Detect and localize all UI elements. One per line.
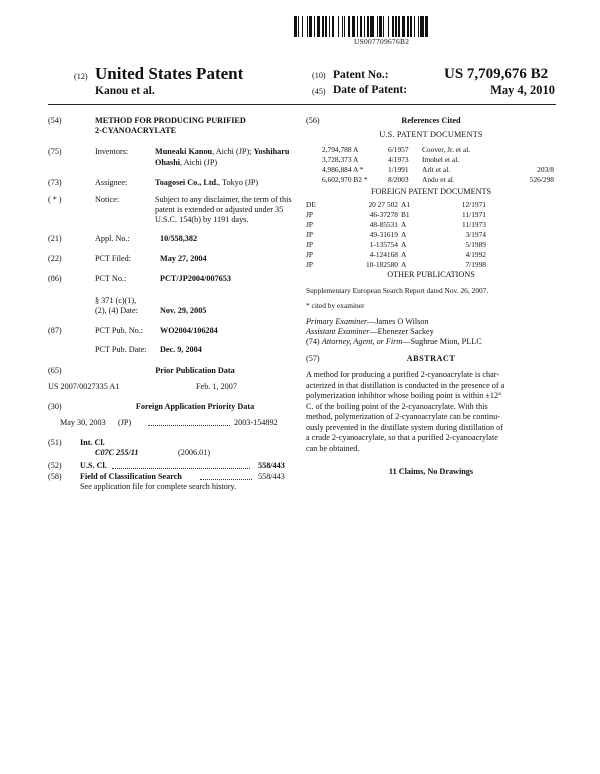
foreign-doc-row bbox=[306, 220, 486, 230]
barcode-bar bbox=[329, 16, 330, 37]
foreign-doc-date: 11/1971 bbox=[462, 210, 486, 219]
pct-no-label: PCT No.: bbox=[95, 274, 127, 283]
us-doc-class: 526/298 bbox=[529, 175, 554, 184]
pct-no-code: (86) bbox=[48, 274, 62, 283]
us-doc-name: Coover, Jr. et al. bbox=[422, 145, 471, 154]
document-type-title: United States Patent bbox=[95, 64, 244, 83]
barcode-bar bbox=[302, 16, 303, 37]
notice-line1: Subject to any disclaimer, the term of this bbox=[155, 195, 292, 204]
pub-no-code: (87) bbox=[48, 326, 62, 335]
us-doc-row bbox=[322, 165, 554, 175]
date-of-patent: May 4, 2010 bbox=[490, 83, 555, 97]
foreign-doc-kind: A bbox=[401, 250, 407, 259]
barcode-bar bbox=[402, 16, 406, 37]
foreign-doc-kind: A bbox=[401, 220, 407, 229]
prior-publication-date: Feb. 1, 2007 bbox=[196, 382, 237, 391]
foreign-doc-row bbox=[306, 250, 486, 260]
abstract-line: polymerization inhibitor whose boiling point is within ±12° bbox=[306, 391, 502, 400]
prior-code: (65) bbox=[48, 366, 62, 375]
barcode-bar bbox=[332, 16, 335, 37]
foreign-priority-number: 2003-154892 bbox=[234, 418, 278, 427]
assignee-value bbox=[155, 178, 258, 189]
us-doc-class: 203/8 bbox=[537, 165, 554, 174]
barcode-bar bbox=[317, 16, 321, 37]
patent-no-code: (10) bbox=[312, 71, 326, 80]
us-patent-documents-table bbox=[322, 145, 554, 185]
pct-filed-code: (22) bbox=[48, 254, 62, 263]
barcode-bar bbox=[325, 16, 326, 37]
inventor-1-location: , Aichi (JP); bbox=[212, 147, 254, 156]
inventors-value bbox=[155, 147, 295, 168]
foreign-doc-number: 10-182580 bbox=[365, 260, 398, 269]
foreign-priority-country: (JP) bbox=[118, 418, 132, 427]
foreign-doc-country: JP bbox=[306, 250, 313, 259]
patent-no-label: Patent No.: bbox=[333, 69, 389, 81]
us-doc-row bbox=[322, 145, 554, 155]
us-cl-code: (52) bbox=[48, 461, 62, 470]
notice-line2: patent is extended or adjusted under 35 bbox=[155, 205, 284, 214]
barcode-bar bbox=[364, 16, 365, 37]
field-search-code: (58) bbox=[48, 472, 62, 481]
pct-filed-date: May 27, 2004 bbox=[160, 254, 207, 263]
foreign-doc-date: 12/1971 bbox=[461, 200, 486, 209]
us-doc-date: 4/1973 bbox=[388, 155, 409, 164]
barcode-bar bbox=[357, 16, 358, 37]
barcode-bar bbox=[338, 16, 339, 37]
foreign-doc-kind: A bbox=[401, 240, 407, 249]
barcode-bar bbox=[322, 16, 325, 37]
us-cl-label: U.S. Cl. bbox=[80, 461, 107, 470]
us-doc-date: 1/1991 bbox=[388, 165, 409, 174]
foreign-doc-number: 46-37278 bbox=[369, 210, 398, 219]
foreign-doc-country: DE bbox=[306, 200, 316, 209]
assistant-examiner bbox=[306, 327, 434, 338]
foreign-patent-documents-table bbox=[306, 200, 486, 270]
barcode-bar bbox=[395, 16, 396, 37]
foreign-doc-row bbox=[306, 230, 486, 240]
foreign-doc-number: 1-135754 bbox=[369, 240, 398, 249]
patent-barcode bbox=[294, 16, 466, 37]
assistant-examiner-label: Assistant Examiner bbox=[306, 327, 370, 336]
barcode-bar bbox=[352, 16, 356, 37]
us-doc-date: 8/2003 bbox=[388, 175, 409, 184]
inventor-2-location: , Aichi (JP) bbox=[180, 157, 218, 167]
date-code: (45) bbox=[312, 87, 326, 96]
us-doc-date: 6/1957 bbox=[388, 145, 409, 154]
attorney-name: —Sughrue Mion, PLLC bbox=[402, 337, 482, 346]
appl-number: 10/558,382 bbox=[160, 234, 198, 243]
references-heading: References Cited bbox=[401, 116, 461, 125]
foreign-doc-country: JP bbox=[306, 260, 313, 269]
assistant-examiner-name: —Ebenezer Sackey bbox=[369, 327, 434, 336]
barcode-bar bbox=[360, 16, 361, 37]
notice-code: ( * ) bbox=[48, 195, 62, 204]
inventors-label: Inventors: bbox=[95, 147, 129, 156]
notice-label: Notice: bbox=[95, 195, 120, 204]
notice-line3: U.S.C. 154(b) by 1191 days. bbox=[155, 215, 249, 224]
date-of-patent-label: Date of Patent: bbox=[333, 84, 408, 96]
foreign-doc-date: 4/1992 bbox=[465, 250, 486, 259]
barcode-bar bbox=[388, 16, 389, 37]
header-rule bbox=[48, 104, 556, 105]
attorney-label: Attorney, Agent, or Firm bbox=[321, 337, 403, 346]
us-doc-class bbox=[514, 155, 554, 165]
foreign-doc-kind: A bbox=[401, 260, 407, 269]
field-search-value: 558/443 bbox=[258, 472, 285, 481]
foreign-doc-row bbox=[306, 260, 486, 270]
appl-code: (21) bbox=[48, 234, 62, 243]
primary-examiner bbox=[306, 317, 429, 328]
pub-no-label: PCT Pub. No.: bbox=[95, 326, 144, 335]
us-patent-documents-heading: U.S. PATENT DOCUMENTS bbox=[379, 130, 483, 139]
barcode-bar bbox=[425, 16, 428, 37]
cited-by-examiner-note: * cited by examiner bbox=[306, 301, 365, 310]
us-doc-name: Imohel et al. bbox=[422, 155, 460, 164]
foreign-doc-country: JP bbox=[306, 220, 313, 229]
us-doc-name: Ando et al. bbox=[422, 175, 455, 184]
prior-publication-heading: Prior Publication Data bbox=[155, 366, 235, 375]
us-doc-class bbox=[514, 145, 554, 155]
barcode-bar bbox=[392, 16, 395, 37]
leader-dots bbox=[148, 418, 230, 426]
abstract-line: acterized in that distillation is conducted in the presence of a bbox=[306, 380, 505, 390]
us-doc-name: Arlt et al. bbox=[422, 165, 451, 174]
barcode-bar bbox=[420, 16, 424, 37]
us-cl-value: 558/443 bbox=[258, 461, 285, 470]
pub-date-label: PCT Pub. Date: bbox=[95, 345, 147, 354]
barcode-bar bbox=[407, 16, 410, 37]
other-publication-text: Supplementary European Search Report dated Nov. 26, 2007. bbox=[306, 286, 489, 295]
inventor-2-name-last: Ohashi bbox=[155, 157, 181, 167]
foreign-doc-country: JP bbox=[306, 240, 313, 249]
foreign-doc-country: JP bbox=[306, 230, 313, 239]
barcode-bar bbox=[379, 16, 382, 37]
foreign-doc-row bbox=[306, 210, 486, 220]
barcode-bar bbox=[348, 16, 351, 37]
patent-number: US 7,709,676 B2 bbox=[444, 66, 549, 82]
barcode-bar bbox=[418, 16, 419, 37]
inventors-code: (75) bbox=[48, 147, 62, 156]
us-doc-row bbox=[322, 175, 554, 185]
invention-title-line1: METHOD FOR PRODUCING PURIFIED bbox=[95, 116, 246, 125]
primary-examiner-name: —James O Wilson bbox=[367, 317, 429, 326]
barcode-bar bbox=[377, 16, 378, 37]
foreign-priority-heading: Foreign Application Priority Data bbox=[135, 402, 255, 411]
foreign-doc-date: 3/1974 bbox=[465, 230, 486, 239]
attorney bbox=[306, 337, 482, 348]
leader-dots bbox=[200, 472, 252, 480]
barcode-bar bbox=[298, 16, 299, 37]
us-doc-number: 6,602,970 B2 * bbox=[322, 175, 368, 184]
foreign-priority-date: May 30, 2003 bbox=[60, 418, 106, 427]
field-search-label: Field of Classification Search bbox=[80, 472, 182, 481]
barcode-bar bbox=[367, 16, 370, 37]
barcode-bar bbox=[410, 16, 411, 37]
abstract-line: can be obtained. bbox=[306, 443, 360, 453]
s371-line1: § 371 (c)(1), bbox=[95, 296, 137, 305]
int-cl-class: C07C 255/11 bbox=[95, 448, 139, 457]
title-code: (54) bbox=[48, 116, 62, 125]
int-cl-code: (51) bbox=[48, 438, 62, 447]
leader-dots bbox=[112, 461, 250, 469]
us-doc-number: 3,728,373 A bbox=[322, 155, 359, 164]
assignee-code: (73) bbox=[48, 178, 62, 187]
barcode-bar bbox=[342, 16, 343, 37]
attorney-code: (74) bbox=[306, 337, 320, 346]
foreign-doc-date: 11/1973 bbox=[462, 220, 486, 229]
int-cl-label: Int. Cl. bbox=[80, 438, 105, 447]
foreign-doc-kind: B1 bbox=[401, 210, 410, 219]
barcode-bar bbox=[314, 16, 315, 37]
int-cl-year: (2006.01) bbox=[178, 448, 211, 457]
abstract-line: C. of the boiling point of the 2-cyanoacrylate. With this bbox=[306, 401, 488, 411]
foreign-doc-date: 7/1998 bbox=[465, 260, 486, 269]
foreign-doc-date: 5/1989 bbox=[465, 240, 486, 249]
abstract-line: a crude 2-cyanoacrylate, so that a purified 2-cyanoacrylate bbox=[306, 433, 498, 442]
kind-code-12: (12) bbox=[74, 72, 88, 81]
foreign-doc-row bbox=[306, 200, 486, 210]
us-doc-row bbox=[322, 155, 554, 165]
references-code: (56) bbox=[306, 116, 320, 125]
abstract-heading: ABSTRACT bbox=[406, 354, 456, 363]
s371-line2: (2), (4) Date: bbox=[95, 306, 138, 315]
foreign-doc-kind: A bbox=[401, 230, 407, 239]
abstract-code: (57) bbox=[306, 354, 320, 363]
assignee-name: Toagosei Co., Ltd. bbox=[155, 178, 219, 187]
abstract-body bbox=[306, 370, 556, 454]
inventor-1-name: Muneaki Kanou bbox=[155, 147, 213, 156]
pct-filed-label: PCT Filed: bbox=[95, 254, 132, 263]
barcode-bar bbox=[414, 16, 415, 37]
claims-summary: 11 Claims, No Drawings bbox=[388, 467, 474, 476]
first-inventor-line: Kanou et al. bbox=[95, 85, 155, 97]
abstract-line: method, polymerization of 2-cyanoacrylate can be continu- bbox=[306, 412, 500, 421]
assignee-location: , Tokyo (JP) bbox=[218, 178, 259, 187]
barcode-bar bbox=[294, 16, 297, 37]
barcode-bar bbox=[398, 16, 401, 37]
inventor-2-name-first: Yoshiharu bbox=[253, 147, 290, 156]
primary-examiner-label: Primary Examiner bbox=[306, 317, 368, 326]
abstract-line: ously prevented in the distillate system during distillation of bbox=[306, 422, 503, 432]
us-doc-number: 4,986,884 A * bbox=[322, 165, 364, 174]
barcode-bar bbox=[307, 16, 308, 37]
barcode-bar bbox=[309, 16, 312, 37]
foreign-doc-number: 4-124168 bbox=[369, 250, 398, 259]
barcode-bar bbox=[370, 16, 374, 37]
barcode-bar bbox=[383, 16, 384, 37]
assignee-label: Assignee: bbox=[95, 178, 128, 187]
field-search-note: See application file for complete search history. bbox=[80, 482, 237, 491]
pct-number: PCT/JP2004/007653 bbox=[160, 274, 231, 283]
foreign-doc-country: JP bbox=[306, 210, 313, 219]
invention-title-line2: 2-CYANOACRYLATE bbox=[95, 126, 177, 135]
pub-date: Dec. 9, 2004 bbox=[160, 345, 202, 354]
foreign-priority-code: (30) bbox=[48, 402, 62, 411]
other-publications-heading: OTHER PUBLICATIONS bbox=[387, 270, 475, 279]
appl-label: Appl. No.: bbox=[95, 234, 130, 243]
foreign-doc-kind: A1 bbox=[401, 200, 411, 209]
foreign-doc-row bbox=[306, 240, 486, 250]
prior-publication-number: US 2007/0027335 A1 bbox=[48, 382, 120, 391]
abstract-line: A method for producing a purified 2-cyanoacrylate is char- bbox=[306, 370, 500, 379]
foreign-doc-number: 48-85531 bbox=[369, 220, 398, 229]
foreign-patent-documents-heading: FOREIGN PATENT DOCUMENTS bbox=[370, 187, 492, 196]
barcode-number: US007709676B2 bbox=[354, 37, 410, 46]
foreign-doc-number: 49-31619 bbox=[369, 230, 398, 239]
s371-date: Nov. 29, 2005 bbox=[160, 306, 207, 315]
us-doc-number: 2,794,788 A bbox=[322, 145, 359, 154]
foreign-doc-number: 20 27 502 bbox=[368, 200, 398, 209]
barcode-bar bbox=[344, 16, 345, 37]
pub-number: WO2004/106284 bbox=[160, 326, 218, 335]
